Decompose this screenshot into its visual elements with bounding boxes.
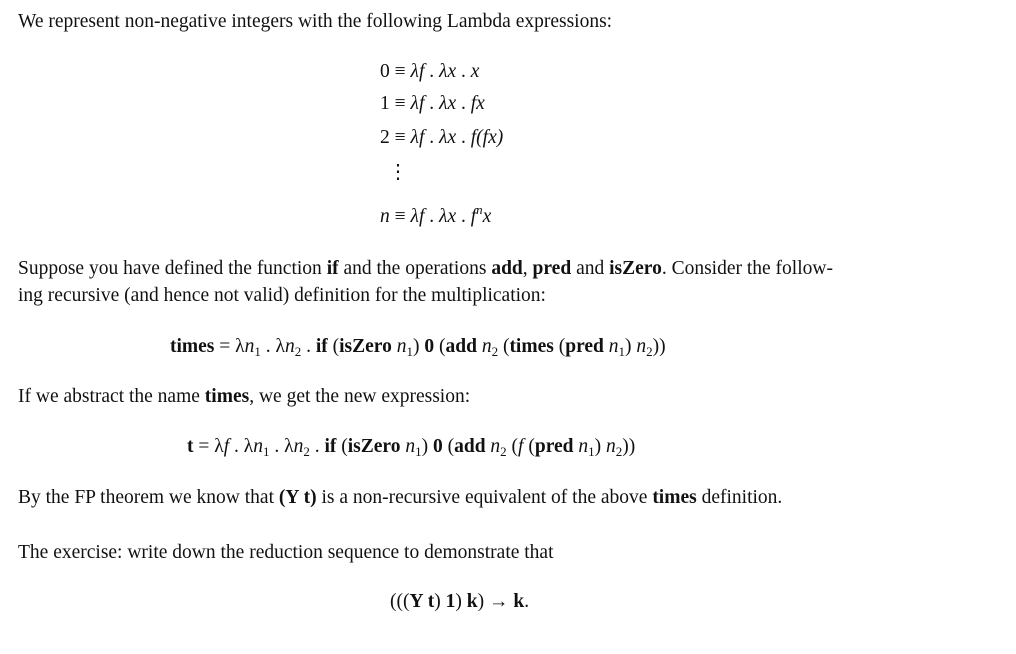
lambda-f: λf	[410, 127, 425, 148]
equals-lambda: = λ	[193, 436, 224, 457]
text: By the FP theorem we know that	[18, 487, 279, 508]
subscript: 2	[294, 344, 302, 359]
subscript: 1	[254, 344, 261, 359]
times-keyword: times	[204, 386, 250, 407]
subscript: 1	[262, 444, 270, 459]
exercise-text: The exercise: write down the reduction sequence to demonstrate that	[18, 542, 554, 563]
dot: .	[460, 206, 466, 227]
lambda-x: λx	[439, 206, 457, 227]
fp-theorem-paragraph	[18, 484, 978, 511]
paren: )	[412, 336, 420, 357]
t-definition-equation: t = λf . $\lambda n_1$ . $\lambda n_2$ . if (isZero $n_1$) 0 (add $n_2$ (f (pred $n_1$) $n_2$))	[187, 436, 636, 459]
intro-paragraph	[18, 8, 978, 35]
text: ,	[522, 258, 533, 279]
numeral-n-definition	[380, 202, 492, 229]
var-n: n	[396, 336, 407, 357]
period: .	[524, 591, 530, 612]
if-keyword: if	[324, 436, 337, 457]
times-definition-equation: times = $\lambda n_1$ . $\lambda n_2$ . if (isZero $n_1$) 0 (add $n_2$ (times (pred $n_1$) $n_2$))	[170, 336, 666, 359]
var-n: n	[608, 336, 619, 357]
paren: (((	[390, 591, 410, 612]
subscript: 1	[415, 444, 422, 459]
var-n: n	[606, 436, 616, 457]
body-base: f	[470, 206, 477, 227]
subscript: 2	[303, 444, 310, 459]
var-n: n	[481, 336, 492, 357]
subscript: 1	[406, 344, 413, 359]
dot: .	[429, 206, 435, 227]
yt-expression: (Y t)	[278, 487, 317, 508]
body-exponent: n	[476, 202, 483, 217]
dot: .	[460, 61, 466, 82]
var-f: f	[223, 436, 230, 457]
var-f: f	[518, 436, 524, 457]
equiv-symbol: ≡	[394, 206, 406, 227]
zero: 0	[432, 436, 443, 457]
if-keyword: if	[326, 258, 339, 279]
times-keyword: times	[509, 336, 554, 357]
lambda-x: λx	[439, 93, 457, 114]
dot: .	[429, 127, 435, 148]
lambda-x: λx	[439, 61, 457, 82]
numeral-lhs: 1	[380, 93, 390, 114]
text: definition.	[696, 487, 783, 508]
subscript: 2	[646, 344, 653, 359]
numeral-body: x	[470, 61, 480, 82]
paren: (	[327, 336, 340, 357]
dot-lambda: . λ	[229, 436, 254, 457]
var-n: n	[490, 436, 501, 457]
dot: .	[301, 336, 316, 357]
text: and the operations	[338, 258, 492, 279]
lambda-f: λf	[410, 61, 425, 82]
iszero-keyword: isZero	[339, 336, 392, 357]
numeral-lhs: 2	[380, 127, 390, 148]
var-n: n	[293, 436, 304, 457]
dot-lambda: . λ	[269, 436, 294, 457]
body-tail: x	[482, 206, 492, 227]
text: , we get the new expression:	[249, 386, 471, 407]
intro-text: We represent non-negative integers with the following Lambda expressions:	[18, 11, 613, 32]
numeral-body: fx	[470, 93, 485, 114]
text: is a non-recursive equivalent of the above	[316, 487, 653, 508]
numeral-lhs: 0	[380, 61, 390, 82]
text: If we abstract the name	[18, 386, 205, 407]
add-keyword: add	[491, 258, 523, 279]
text: and	[571, 258, 610, 279]
yt-expression: Y t	[409, 591, 435, 612]
add-keyword: add	[454, 436, 486, 457]
dot: .	[460, 93, 466, 114]
t-keyword: t	[187, 436, 194, 457]
reduction-goal-equation	[390, 590, 529, 614]
numeral-one-definition	[380, 92, 485, 116]
dot: .	[309, 436, 325, 457]
exercise-paragraph	[18, 539, 978, 566]
pred-keyword: pred	[565, 336, 604, 357]
times-keyword: times	[652, 487, 697, 508]
if-keyword: if	[315, 336, 328, 357]
dot: .	[429, 93, 435, 114]
var-n: n	[253, 436, 263, 457]
text: Suppose you have defined the function	[18, 258, 327, 279]
text: . Consider the follow-	[661, 258, 833, 279]
vertical-ellipsis: ⋮	[388, 161, 408, 183]
lambda-f: λf	[410, 206, 425, 227]
numeral-lhs: n	[380, 206, 390, 227]
var-n: n	[636, 336, 647, 357]
iszero-keyword: isZero	[347, 436, 401, 457]
arrow: ) →	[477, 591, 514, 612]
subscript: 1	[618, 344, 625, 359]
lambda-x: λx	[439, 127, 457, 148]
equals-lambda: = λ	[214, 336, 245, 357]
abstract-paragraph	[18, 383, 978, 410]
subscript: 2	[615, 444, 623, 459]
dot: .	[429, 61, 435, 82]
lambda-f: λf	[410, 93, 425, 114]
iszero-keyword: isZero	[609, 258, 662, 279]
pred-keyword: pred	[534, 436, 574, 457]
text: ing recursive (and hence not valid) definition for the multiplication:	[18, 285, 546, 306]
numeral-two-definition	[380, 126, 503, 150]
equiv-symbol: ≡	[394, 93, 406, 114]
k-var: k	[466, 591, 478, 612]
var-n: n	[244, 336, 255, 357]
subscript: 2	[491, 344, 499, 359]
numeral-body	[470, 202, 492, 227]
equiv-symbol: ≡	[394, 127, 406, 148]
times-keyword: times	[170, 336, 215, 357]
var-n: n	[578, 436, 589, 457]
one: 1	[445, 591, 456, 612]
pred-keyword: pred	[532, 258, 572, 279]
zero: 0	[424, 336, 435, 357]
k-var: k	[513, 591, 525, 612]
dot: .	[460, 127, 466, 148]
paren: ))	[652, 336, 666, 357]
numeral-body: f(fx)	[470, 127, 504, 148]
subscript: 2	[500, 444, 507, 459]
dot-lambda: . λ	[260, 336, 285, 357]
numeral-zero-definition	[380, 60, 479, 84]
paren: )	[455, 591, 467, 612]
subscript: 1	[588, 444, 595, 459]
paren: ))	[622, 436, 636, 457]
var-n: n	[405, 436, 416, 457]
paren: )	[434, 591, 446, 612]
definitions-paragraph	[18, 255, 978, 309]
var-n: n	[284, 336, 295, 357]
equiv-symbol: ≡	[394, 61, 406, 82]
add-keyword: add	[445, 336, 477, 357]
